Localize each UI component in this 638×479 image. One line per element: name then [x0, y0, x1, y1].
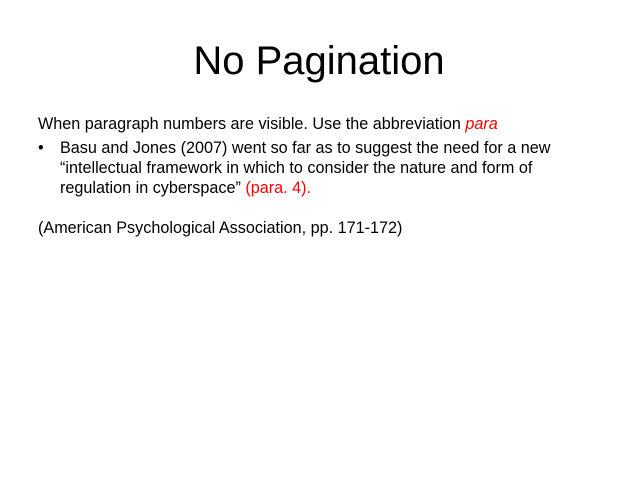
intro-text: When paragraph numbers are visible. Use the abbreviation — [38, 115, 466, 133]
para-abbreviation: para — [465, 115, 498, 133]
source-citation: (American Psychological Association, pp. 171-172) — [38, 219, 403, 237]
slide-title: No Pagination — [193, 39, 445, 83]
slide-body — [38, 114, 618, 238]
intro-line — [38, 114, 618, 134]
bullet-line-2: “intellectual framework in which to consider the nature and form of — [60, 159, 533, 177]
bullet-line-3-text: regulation in cyberspace” — [60, 179, 241, 197]
paragraph-citation: (para. 4). — [240, 179, 312, 197]
bullet-line-3 — [60, 178, 618, 198]
bullet-line-1: Basu and Jones (2007) went so far as to suggest the need for a new — [60, 139, 551, 157]
bullet-item — [38, 138, 618, 198]
bullet-marker: • — [38, 139, 44, 157]
